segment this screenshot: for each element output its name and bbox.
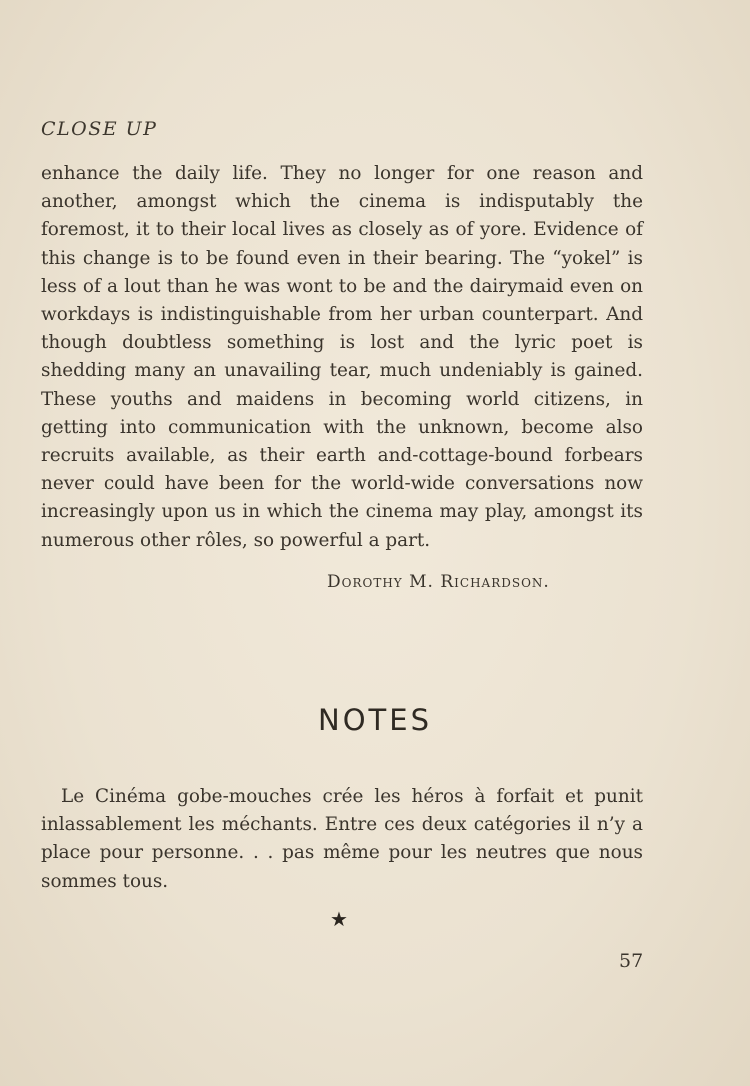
notes-paragraph: Le Cinéma gobe-mouches crée les héros à forfait et punit inlassablement les méchants. Entre ces deux catégories il n’y a place pour personne. . . pas même pour les neutres que nous sommes tous. [41, 786, 643, 892]
section-heading: NOTES [318, 703, 432, 737]
star-ornament-icon: ★ [330, 907, 348, 931]
author-signature: Dorothy M. Richardson. [327, 572, 550, 592]
body-paragraph: enhance the daily life. They no longer for one reason and another, amongst which the cinema is indisputably the foremost, it to their local lives as closely as of yore. Evidence of this change is to be found even in their bearing. The “yokel” is less of a lout than he was wont to be and the dairymaid even on workdays is indistinguishable from her urban counterpart. And though doubtless something is lost and the lyric poet is shedding many an unavailing tear, much undeniably is gained. These youths and maidens in becoming world citizens, in getting into communication with the unknown, become also recruits available, as their earth and-cottage-bound forbears never could have been for the world-wide conversations now increasingly upon us in which the cinema may play, amongst its numerous other rôles, so powerful a part. [41, 163, 643, 551]
running-head: CLOSE UP [41, 118, 158, 140]
page-number: 57 [619, 950, 644, 972]
